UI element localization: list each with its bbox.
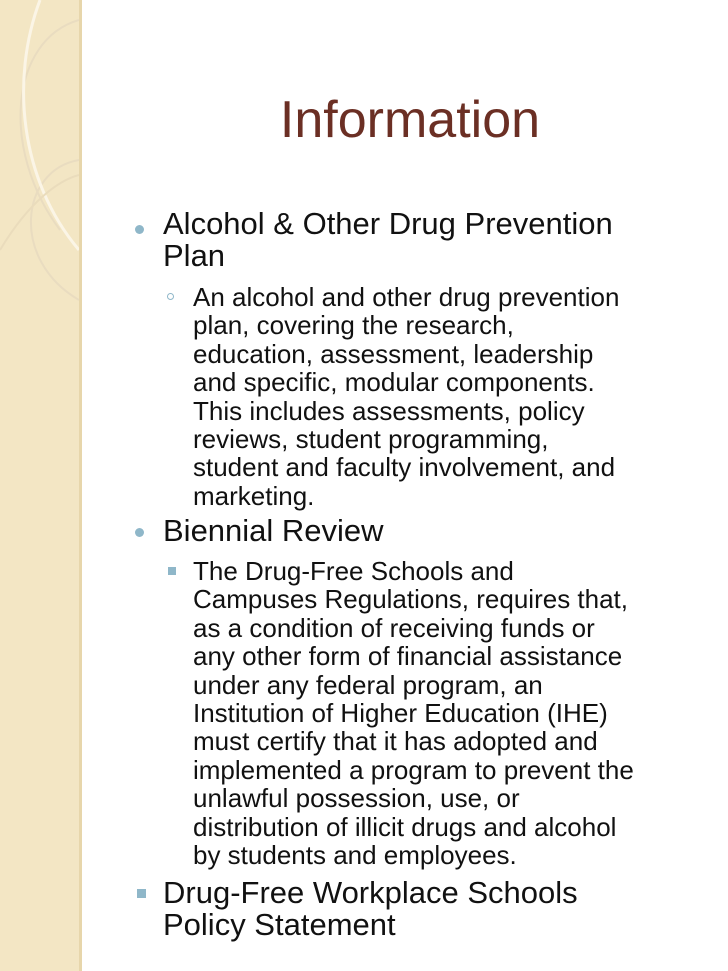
swirl-decoration-icon [0,0,79,971]
decorative-sidebar [0,0,79,971]
bullet-dot-icon [135,528,144,537]
bullet-item-biennial-review: Biennial Review [163,513,384,548]
sub-item-alcohol-plan-description: An alcohol and other drug prevention plan, covering the research, education, assessment, leadership and specific, modular components. This includes assessments, policy reviews, student programming, student and faculty involvement, and marketing. [193,282,620,511]
bullet-item-drug-free-workplace: Drug-Free Workplace Schools Policy Statement [163,875,578,942]
sub-item-biennial-review-description: The Drug-Free Schools and Campuses Regulations, requires that, as a condition of receiving funds or any other form of financial assistance under any federal program, an Institution of Higher Education (IHE) must certify that it has adopted and implemented a program to prevent the unlawful possession, use, or distribution of illicit drugs and alcohol by students and employees. [193,556,634,871]
sidebar-divider [79,0,82,971]
bullet-item-alcohol-plan: Alcohol & Other Drug Prevention Plan [163,206,613,273]
bullet-square-icon [137,889,146,898]
slide-title: Information [279,91,541,149]
bullet-dot-icon [135,225,144,234]
sub-bullet-square-icon [168,567,176,575]
sub-bullet-circle-icon [167,293,174,300]
